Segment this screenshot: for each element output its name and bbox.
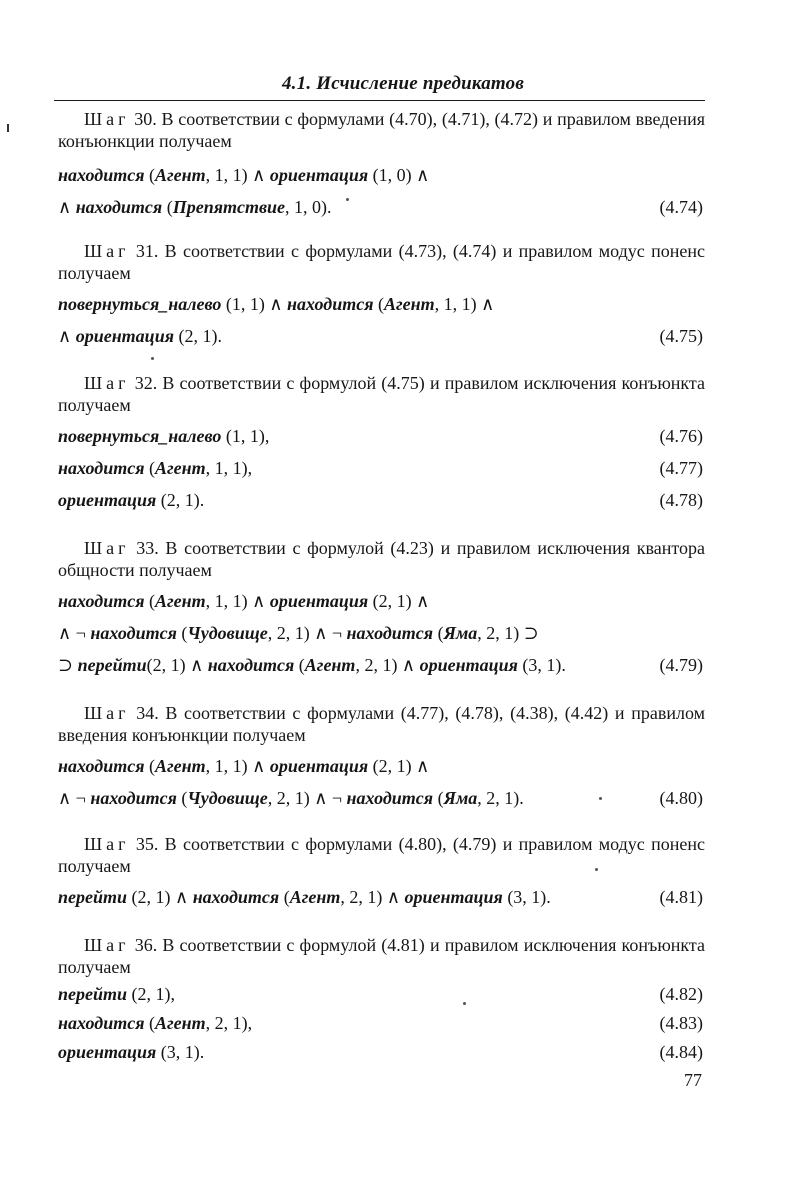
margin-mark xyxy=(7,124,9,132)
formula-number: (4.81) xyxy=(659,887,703,907)
formula-line xyxy=(58,885,705,909)
scan-speck xyxy=(463,1002,466,1005)
header-rule xyxy=(54,100,705,101)
formula-text: ориентация (2, 1). xyxy=(58,490,205,510)
page-number: 77 xyxy=(684,1070,702,1090)
step-label: Шаг xyxy=(84,373,130,393)
scan-speck xyxy=(151,357,154,360)
formula-number: (4.84) xyxy=(659,1042,703,1062)
formula-number: (4.76) xyxy=(659,426,703,446)
step-text: 30. В соответствии с формулами (4.70), (4.71), (4.72) и правилом введения конъюнкции получаем xyxy=(58,109,705,151)
formula-line xyxy=(58,456,705,480)
scan-speck xyxy=(599,797,602,800)
step-label: Шаг xyxy=(84,109,130,129)
formula-line xyxy=(58,589,705,613)
formula-number: (4.78) xyxy=(659,490,703,510)
formula-line xyxy=(58,424,705,448)
step-label: Шаг xyxy=(84,241,130,261)
formula-line xyxy=(58,653,705,677)
step-text: 32. В соответствии с формулой (4.75) и правилом исключения конъюнкта получаем xyxy=(58,373,705,415)
step-label: Шаг xyxy=(84,834,130,854)
formula-number: (4.82) xyxy=(659,984,703,1004)
formula-line xyxy=(58,1040,705,1064)
formula-text: находится (Агент, 1, 1), xyxy=(58,458,253,478)
step-text: 36. В соответствии с формулой (4.81) и правилом исключения конъюнкта получаем xyxy=(58,935,705,977)
formula-text: находится (Агент, 1, 1) ∧ ориентация (1, 0) ∧ xyxy=(58,165,430,185)
formula-line xyxy=(58,786,705,810)
formula-line xyxy=(58,754,705,778)
formula-number: (4.74) xyxy=(659,197,703,217)
step-label: Шаг xyxy=(84,538,130,558)
formula-text: ∧ ¬ находится (Чудовище, 2, 1) ∧ ¬ находится (Яма, 2, 1). xyxy=(58,788,524,808)
formula-line xyxy=(58,1011,705,1035)
formula-text: перейти (2, 1) ∧ находится (Агент, 2, 1) ∧ ориентация (3, 1). xyxy=(58,887,551,907)
formula-text: ∧ находится (Препятствие, 1, 0). xyxy=(58,197,332,217)
formula-text: повернуться_налево (1, 1) ∧ находится (Агент, 1, 1) ∧ xyxy=(58,294,495,314)
formula-text: ∧ ¬ находится (Чудовище, 2, 1) ∧ ¬ находится (Яма, 2, 1) ⊃ xyxy=(58,623,539,643)
step-text: 31. В соответствии с формулами (4.73), (4.74) и правилом модус поненс получаем xyxy=(58,241,705,283)
formula-text: перейти (2, 1), xyxy=(58,984,176,1004)
step-label: Шаг xyxy=(84,703,130,723)
step-label: Шаг xyxy=(84,935,130,955)
formula-text: находится (Агент, 1, 1) ∧ ориентация (2, 1) ∧ xyxy=(58,756,430,776)
formula-text: находится (Агент, 1, 1) ∧ ориентация (2, 1) ∧ xyxy=(58,591,430,611)
scan-speck xyxy=(595,868,598,871)
step-text: 35. В соответствии с формулами (4.80), (4.79) и правилом модус поненс получаем xyxy=(58,834,705,876)
formula-number: (4.79) xyxy=(659,655,703,675)
step-text: 34. В соответствии с формулами (4.77), (4.78), (4.38), (4.42) и правилом введения конъюнкции получаем xyxy=(58,703,705,745)
formula-number: (4.83) xyxy=(659,1013,703,1033)
step-text: 33. В соответствии с формулой (4.23) и правилом исключения квантора общности получаем xyxy=(58,538,705,580)
formula-line xyxy=(58,324,705,348)
formula-number: (4.80) xyxy=(659,788,703,808)
step-35-paragraph xyxy=(58,833,705,877)
step-33-paragraph xyxy=(58,537,705,581)
running-header: 4.1. Исчисление предикатов xyxy=(281,73,525,94)
scan-speck xyxy=(346,198,349,201)
formula-line xyxy=(58,621,705,645)
formula-number: (4.75) xyxy=(659,326,703,346)
step-32-paragraph xyxy=(58,372,705,416)
formula-text: ⊃ перейти(2, 1) ∧ находится (Агент, 2, 1) ∧ ориентация (3, 1). xyxy=(58,655,566,675)
formula-text: повернуться_налево (1, 1), xyxy=(58,426,270,446)
formula-line xyxy=(58,488,705,512)
formula-text: находится (Агент, 2, 1), xyxy=(58,1013,253,1033)
formula-line xyxy=(58,982,705,1006)
formula-number: (4.77) xyxy=(659,458,703,478)
step-34-paragraph xyxy=(58,702,705,746)
formula-text: ориентация (3, 1). xyxy=(58,1042,205,1062)
step-31-paragraph xyxy=(58,240,705,284)
step-30-paragraph xyxy=(58,108,705,152)
formula-line xyxy=(58,163,705,187)
step-36-paragraph xyxy=(58,934,705,978)
formula-text: ∧ ориентация (2, 1). xyxy=(58,326,222,346)
formula-line xyxy=(58,292,705,316)
formula-line xyxy=(58,195,705,219)
